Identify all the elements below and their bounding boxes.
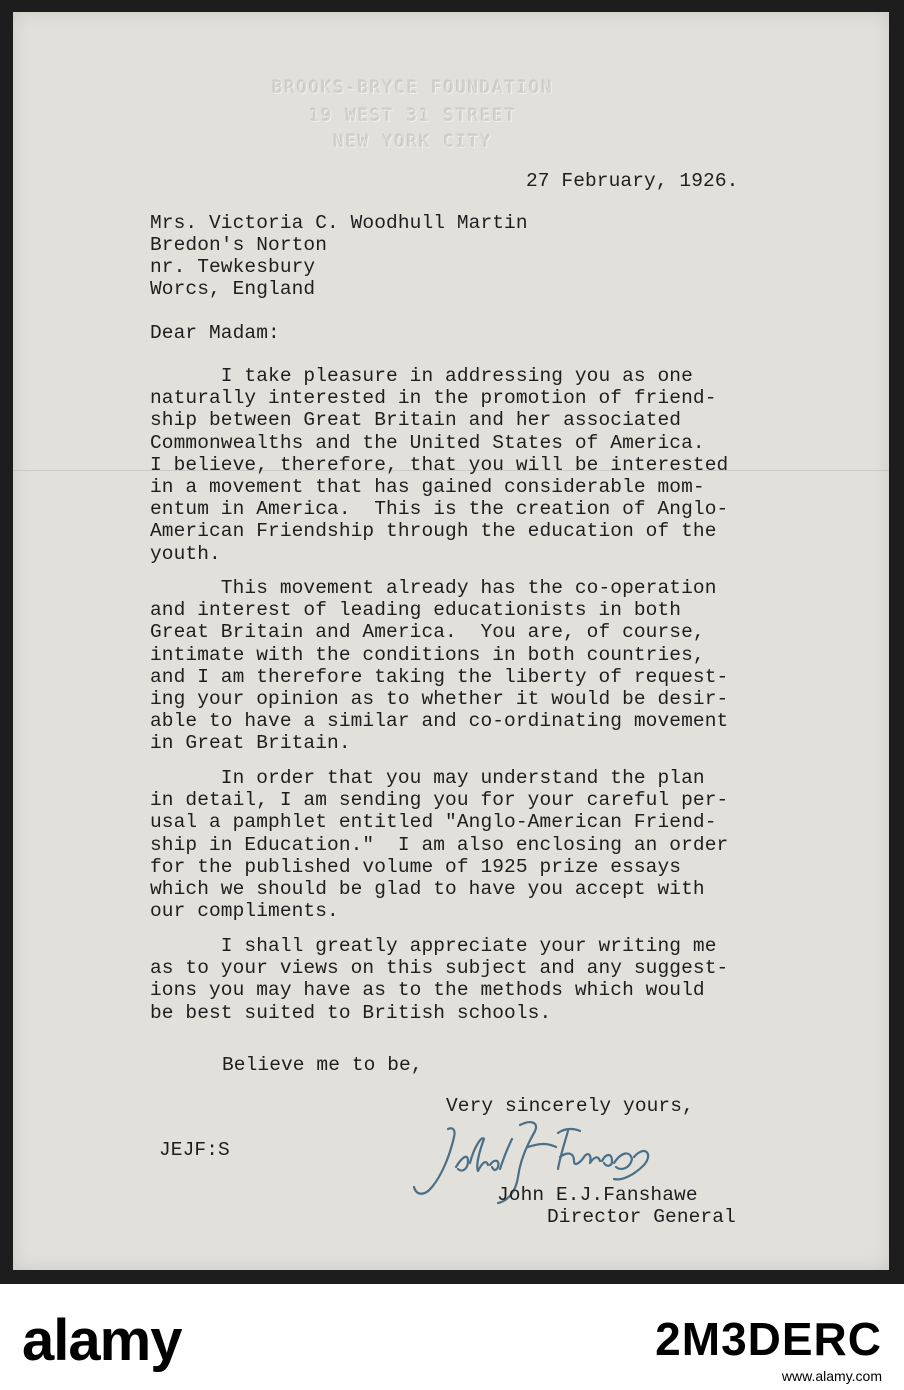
letter-date: 27 February, 1926. [526, 170, 739, 192]
letterhead-line-1: BROOKS-BRYCE FOUNDATION [272, 78, 554, 98]
letterhead-line-2: 19 WEST 31 STREET [309, 106, 517, 126]
recipient-line-2: Bredon's Norton [150, 234, 328, 256]
reference-initials: JEJF:S [159, 1139, 230, 1161]
recipient-line-4: Worcs, England [150, 278, 316, 300]
watermark-url: www.alamy.com [781, 1368, 882, 1384]
signer-title: Director General [547, 1206, 736, 1228]
recipient-line-3: nr. Tewkesbury [150, 256, 316, 278]
letterhead-line-3: NEW YORK CITY [333, 132, 493, 152]
paragraph-1: I take pleasure in addressing you as one naturally interested in the promotion of friend- ship between Great Britain and her associated Commonwealths and the United States of America. I believe, therefore, that you will be interested in a movement that has gained considerable mom- entum in America. This is the creation of Anglo- American Friendship through the education of the youth. [150, 365, 729, 565]
paragraph-2: This movement already has the co-operation and interest of leading educationists in both Great Britain and America. You are, of course, intimate with the conditions in both countries, and I am therefore taking the liberty of request- ing your opinion as to whether it would be desir- able to have a similar and co-ordinating movement in Great Britain. [150, 577, 729, 755]
closing-valediction: Very sincerely yours, [446, 1095, 694, 1117]
watermark-brand: alamy [22, 1308, 182, 1373]
closing-believe: Believe me to be, [222, 1054, 423, 1076]
recipient-name: Mrs. Victoria C. Woodhull Martin [150, 212, 528, 234]
letter-paper [13, 12, 889, 1270]
paragraph-4: I shall greatly appreciate your writing me as to your views on this subject and any suggest- ions you may have as to the methods which would be best suited to British schools. [150, 935, 729, 1024]
watermark-image-id: 2M3DERC [655, 1313, 882, 1365]
signer-name: John E.J.Fanshawe [497, 1184, 698, 1206]
paragraph-3: In order that you may understand the plan in detail, I am sending you for your careful per- usal a pamphlet entitled "Anglo-American Friend- ship in Education." I am also enclosing an order for the published volume of 1925 prize essays which we should be glad to have you accept with our compliments. [150, 767, 729, 923]
salutation: Dear Madam: [150, 322, 280, 344]
stock-watermark-bar [0, 1284, 904, 1390]
